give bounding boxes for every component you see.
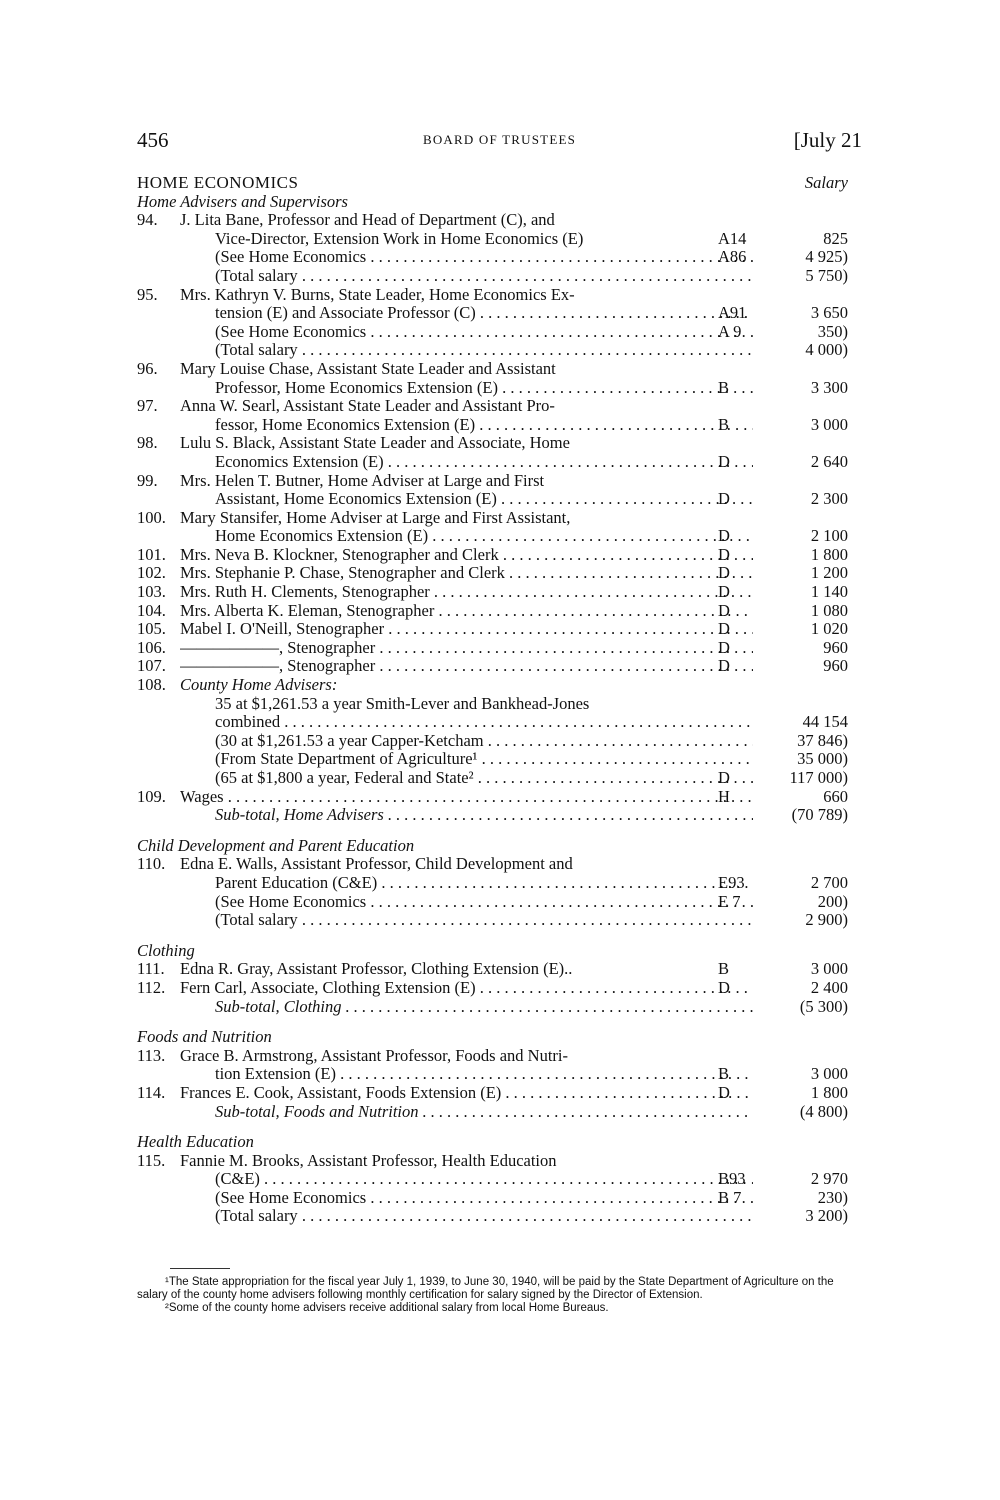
list-item [137,979,862,998]
list-item [137,1170,862,1189]
salary-amount: 117 000) [789,768,848,787]
fund-code: A14 [718,228,747,248]
list-item [137,893,862,912]
fund-code: D [718,768,730,787]
item-number: 104. [137,600,166,620]
item-text: Mrs. Stephanie P. Chase, Stenographer and Clerk . . . [180,564,753,583]
section-gap [137,825,862,837]
fund-code: D [718,977,730,997]
salary-amount: 2 400 [810,977,848,997]
item-number: 109. [137,786,166,806]
fund-code: B [718,1064,730,1084]
item-number: 108. [137,675,166,695]
item-text: Mabel I. O'Neill, Stenographer . . . [180,620,753,639]
list-item [137,211,862,230]
section-gap [137,930,862,942]
item-number: 107. [137,656,166,676]
item-text: Frances E. Cook, Assistant, Foods Extension (E) . . . [180,1084,753,1103]
salary-amount: 5 750) [805,265,848,285]
item-number: 110. [137,854,166,874]
fund-code: A91 [718,303,747,323]
list-item [137,695,862,714]
list-item [137,472,862,491]
list-item [137,676,862,695]
item-number: 94. [137,210,158,230]
list-item [137,230,862,249]
list-item [137,248,862,267]
item-text: fessor, Home Economics Extension (E) . . . [215,416,753,435]
item-text: Grace B. Armstrong, Assistant Professor, Foods and Nutri- [180,1046,568,1065]
salary-amount: 3 200) [805,1206,848,1226]
list-item [137,583,862,602]
item-number: 98. [137,433,158,453]
item-text: ——————, Stenographer . . . [180,657,753,676]
salary-amount: 960 [823,637,848,657]
salary-amount: 1 140 [810,582,848,602]
salary-amount: 960 [823,656,848,676]
salary-amount: 2 640 [810,451,848,471]
item-text: (C&E) . . . [215,1170,753,1189]
item-text: (Total salary . . . [215,1207,753,1226]
list-item [137,490,862,509]
list-item [137,769,862,788]
salary-amount: 35 000) [797,749,848,769]
fund-code: B93 [718,1169,746,1189]
list-item [137,397,862,416]
fund-code: B [718,414,730,434]
fund-code: E93 [718,872,745,892]
item-number: 102. [137,563,166,583]
item-number: 103. [137,582,166,602]
page-number: 456 [137,128,169,152]
running-title: BOARD OF TRUSTEES [422,132,577,147]
list-item [137,998,862,1017]
fund-code: A 9 [718,321,742,341]
salary-amount: 660 [823,786,848,806]
fund-code: A86 [718,247,747,267]
list-item [137,732,862,751]
list-item [137,453,862,472]
item-text: Fannie M. Brooks, Assistant Professor, Health Education [180,1151,557,1170]
item-text: (From State Department of Agriculture¹ . . . [215,750,753,769]
subsection-heading-row [137,942,862,961]
list-item [137,639,862,658]
fund-code: B [718,377,730,397]
item-text: Professor, Home Economics Extension (E) . . . [215,379,753,398]
item-number: 113. [137,1045,166,1065]
list-item [137,304,862,323]
list-item [137,416,862,435]
salary-amount: 1 020 [810,619,848,639]
subsection-title: Clothing [137,940,195,960]
subsection-heading-row [137,1028,862,1047]
list-item [137,620,862,639]
fund-code: B 7 [718,1187,742,1207]
list-item [137,323,862,342]
section-title: HOME ECONOMICS [137,173,299,192]
salary-amount: 3 000 [810,1064,848,1084]
list-item [137,1207,862,1226]
list-item [137,874,862,893]
salary-amount: 44 154 [802,712,848,732]
list-item [137,1065,862,1084]
salary-amount: 3 000 [810,959,848,979]
item-text: tion Extension (E) . . . [215,1065,753,1084]
salary-amount: 3 650 [810,303,848,323]
item-number: 95. [137,284,158,304]
item-text: ——————, Stenographer . . . [180,639,753,658]
salary-amount: 230) [817,1187,848,1207]
fund-code: B [718,959,730,979]
footnote-2: ²Some of the county home advisers receive additional salary from local Home Bureaus. [165,1302,609,1314]
item-text: Fern Carl, Associate, Clothing Extension (E) . . . [180,979,753,998]
item-text: Mary Stansifer, Home Adviser at Large and First Assistant, [180,508,571,527]
list-item [137,1084,862,1103]
subsection-heading-row [137,837,862,856]
salary-amount: 1 800 [810,544,848,564]
subsection-heading-row [137,193,862,212]
fund-code: D [718,563,730,583]
salary-amount: 1 200 [810,563,848,583]
page-header [137,128,862,154]
list-item [137,434,862,453]
fund-code: H [718,786,730,806]
item-text: Edna E. Walls, Assistant Professor, Child Development and [180,855,573,874]
item-text: Sub-total, Clothing . . . [215,998,753,1017]
fund-code: D [718,619,730,639]
salary-amount: 2 100 [810,526,848,546]
item-text: J. Lita Bane, Professor and Head of Department (C), and [180,211,555,230]
list-item [137,267,862,286]
fund-code: D [718,1082,730,1102]
list-item [137,1189,862,1208]
item-number: 114. [137,1082,166,1102]
fund-code: D [718,600,730,620]
list-item [137,1103,862,1122]
item-text: Parent Education (C&E) . . . [215,874,753,893]
list-item [137,788,862,807]
salary-amount: (4 800) [799,1101,848,1121]
subsection-title: Home Advisers and Supervisors [137,191,348,211]
list-item [137,341,862,360]
item-number: 106. [137,637,166,657]
item-text: (See Home Economics . . . [215,248,753,267]
salary-amount: 4 925) [805,247,848,267]
footnotes [137,1276,862,1315]
fund-code: D [718,526,730,546]
item-number: 111. [137,959,165,979]
salary-column-heading: Salary [804,173,848,192]
item-text: 35 at $1,261.53 a year Smith-Lever and Bankhead-Jones [215,694,590,713]
list-item [137,1047,862,1066]
subsection-title: Foods and Nutrition [137,1027,272,1047]
fund-code: D [718,637,730,657]
item-text: (Total salary . . . [215,911,753,930]
item-text: Mrs. Neva B. Klockner, Stenographer and Clerk . . . [180,546,753,565]
fund-code: D [718,656,730,676]
item-text: combined . . . [215,713,753,732]
fund-code: D [718,582,730,602]
list-item [137,546,862,565]
salary-amount: 200) [817,891,848,911]
item-text: Mrs. Helen T. Butner, Home Adviser at Large and First [180,471,545,490]
list-item [137,960,862,979]
salary-amount: (70 789) [791,805,848,825]
list-item [137,286,862,305]
fund-code: D [718,544,730,564]
footnote-1: ¹The State appropriation for the fiscal year July 1, 1939, to June 30, 1940, will be paid by the State Department of Agriculture on the salary of the county home advisers following monthly certification for salary signed by the Director of Extension. [137,1276,834,1301]
subsection-title: Health Education [137,1132,254,1152]
item-text: Vice-Director, Extension Work in Home Economics (E) [215,229,584,248]
salary-amount: 3 300 [810,377,848,397]
salary-amount: 825 [823,228,848,248]
list-item [137,750,862,769]
list-item [137,602,862,621]
salary-amount: 350) [817,321,848,341]
salary-amount: 2 700 [810,872,848,892]
list-item [137,379,862,398]
item-text: (30 at $1,261.53 a year Capper-Ketcham . . . [215,732,753,751]
salary-listing [137,174,862,1226]
salary-amount: 1 080 [810,600,848,620]
salary-amount: 2 970 [810,1169,848,1189]
footnote-rule [170,1268,230,1269]
list-item [137,911,862,930]
item-text: (See Home Economics . . . [215,893,753,912]
salary-amount: 37 846) [797,730,848,750]
fund-code: E 7 [718,891,741,911]
list-item [137,806,862,825]
subsection-title: Child Development and Parent Education [137,835,415,855]
item-text: Edna R. Gray, Assistant Professor, Clothing Extension (E).. [180,960,573,979]
list-item [137,855,862,874]
subsection-heading-row [137,1133,862,1152]
item-text: Mrs. Kathryn V. Burns, State Leader, Home Economics Ex- [180,285,575,304]
salary-amount: 2 300 [810,489,848,509]
salary-amount: (5 300) [799,996,848,1016]
list-item [137,713,862,732]
section-heading-row [137,174,862,193]
item-number: 97. [137,396,158,416]
item-text: County Home Advisers: [180,676,338,695]
item-number: 101. [137,544,166,564]
item-text: Sub-total, Home Advisers . . . [215,806,753,825]
salary-amount: 3 000 [810,414,848,434]
list-item [137,527,862,546]
salary-amount: 2 900) [805,910,848,930]
item-text: Anna W. Searl, Assistant State Leader and Assistant Pro- [180,397,555,416]
item-number: 115. [137,1150,166,1170]
item-number: 96. [137,358,158,378]
item-number: 100. [137,507,166,527]
item-text: (See Home Economics . . . [215,1189,753,1208]
item-text: Wages . . . [180,788,753,807]
list-item [137,564,862,583]
item-text: Mrs. Alberta K. Eleman, Stenographer . . . [180,602,753,621]
list-item [137,360,862,379]
fund-code: D [718,451,730,471]
item-number: 99. [137,470,158,490]
item-text: tension (E) and Associate Professor (C) . . . [215,304,753,323]
item-text: Assistant, Home Economics Extension (E) . . . [215,490,753,509]
item-text: (65 at $1,800 a year, Federal and State² . . . [215,769,753,788]
item-text: Mary Louise Chase, Assistant State Leader and Assistant [180,359,556,378]
item-number: 112. [137,977,166,997]
item-text: (Total salary . . . [215,267,753,286]
item-text: Economics Extension (E) . . . [215,453,753,472]
item-text: Lulu S. Black, Assistant State Leader and Associate, Home [180,434,570,453]
item-number: 105. [137,619,166,639]
item-text: (Total salary . . . [215,341,753,360]
list-item [137,509,862,528]
item-text: Mrs. Ruth H. Clements, Stenographer . . . [180,583,753,602]
item-text: (See Home Economics . . . [215,323,753,342]
item-text: Home Economics Extension (E) . . . [215,527,753,546]
list-item [137,657,862,676]
salary-amount: 4 000) [805,340,848,360]
salary-amount: 1 800 [810,1082,848,1102]
list-item [137,1152,862,1171]
fund-code: D [718,489,730,509]
header-date: [July 21 [793,128,862,152]
item-text: Sub-total, Foods and Nutrition . . . [215,1103,753,1122]
